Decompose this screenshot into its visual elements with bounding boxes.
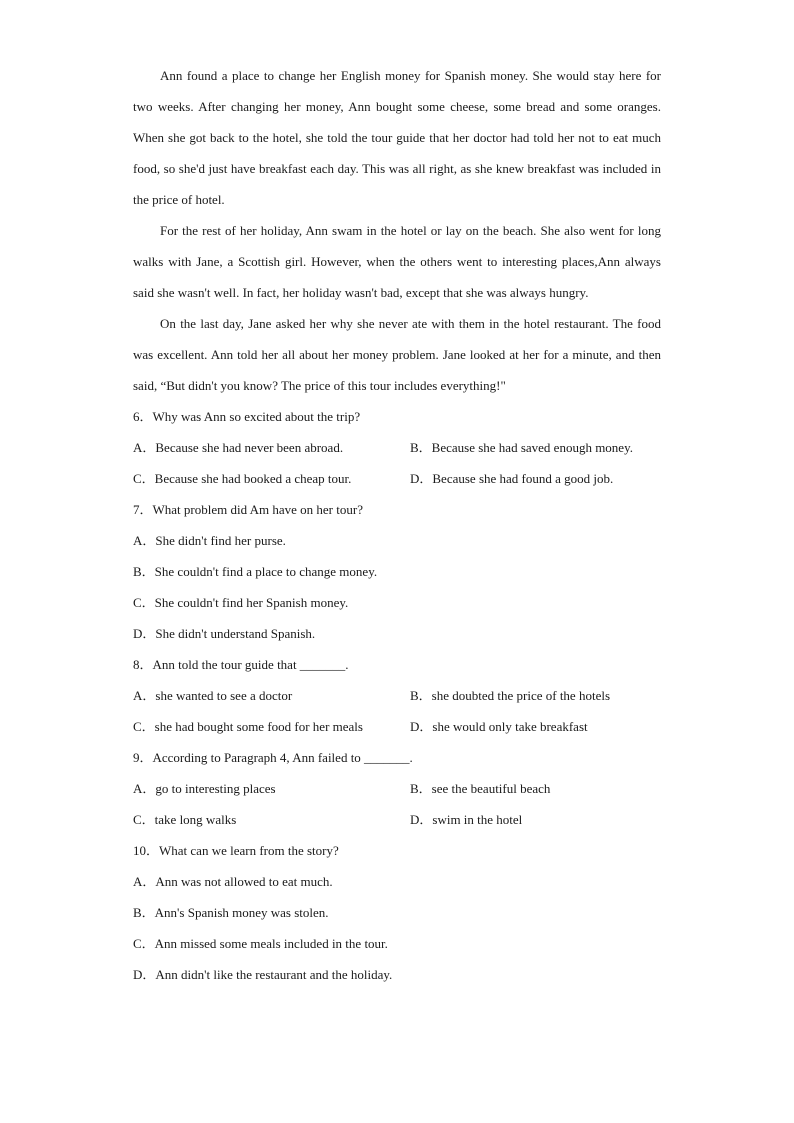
passage-paragraph: For the rest of her holiday, Ann swam in the hotel or lay on the beach. She also went for long walks with Jane, a Scottish girl. However, when the others went to interesting places,Ann always said she wasn't well. In fact, her holiday wasn't bad, except that she was always hungry. bbox=[133, 223, 661, 300]
question-9 bbox=[133, 742, 661, 835]
option-d: D．Because she had found a good job. bbox=[410, 471, 614, 486]
option-c: C．She couldn't find her Spanish money. bbox=[133, 595, 349, 610]
option-d: D．swim in the hotel bbox=[410, 812, 523, 827]
passage-paragraph: On the last day, Jane asked her why she never ate with them in the hotel restaurant. The food was excellent. Ann told her all about her money problem. Jane looked at her for a minute, and then said, “But didn't you know? The price of this tour includes everything!" bbox=[133, 316, 661, 393]
option-row bbox=[133, 432, 661, 463]
document-page bbox=[133, 60, 661, 990]
passage-paragraph: Ann found a place to change her English money for Spanish money. She would stay here for two weeks. After changing her money, Ann bought some cheese, some bread and some oranges. When she got back to the hotel, she told the tour guide that her doctor had told her not to eat much food, so she'd just have breakfast each day. This was all right, as she knew breakfast was included in the price of hotel. bbox=[133, 68, 661, 207]
option-a: A．Ann was not allowed to eat much. bbox=[133, 874, 333, 889]
option-row bbox=[133, 804, 661, 835]
option-a: A．she wanted to see a doctor bbox=[133, 688, 293, 703]
option-a: A．go to interesting places bbox=[133, 781, 276, 796]
option-d: D．she would only take breakfast bbox=[410, 719, 588, 734]
option-d: D．She didn't understand Spanish. bbox=[133, 626, 316, 641]
question-stem: 10．What can we learn from the story? bbox=[133, 843, 339, 858]
option-row bbox=[133, 773, 661, 804]
option-d: D．Ann didn't like the restaurant and the holiday. bbox=[133, 967, 393, 982]
option-b: B．she doubted the price of the hotels bbox=[410, 688, 611, 703]
option-row bbox=[133, 463, 661, 494]
question-stem: 7．What problem did Am have on her tour? bbox=[133, 502, 363, 517]
question-stem: 9．According to Paragraph 4, Ann failed to _______. bbox=[133, 750, 413, 765]
option-a: A．She didn't find her purse. bbox=[133, 533, 286, 548]
option-a: A．Because she had never been abroad. bbox=[133, 440, 344, 455]
option-c: C．Ann missed some meals included in the tour. bbox=[133, 936, 388, 951]
question-10 bbox=[133, 835, 661, 990]
option-b: B．Ann's Spanish money was stolen. bbox=[133, 905, 329, 920]
option-row bbox=[133, 680, 661, 711]
option-c: C．Because she had booked a cheap tour. bbox=[133, 471, 352, 486]
question-stem: 8．Ann told the tour guide that _______. bbox=[133, 657, 349, 672]
option-b: B．Because she had saved enough money. bbox=[410, 440, 633, 455]
question-6 bbox=[133, 401, 661, 494]
question-7 bbox=[133, 494, 661, 649]
option-row bbox=[133, 711, 661, 742]
question-stem: 6．Why was Ann so excited about the trip? bbox=[133, 409, 361, 424]
question-8 bbox=[133, 649, 661, 742]
option-c: C．she had bought some food for her meals bbox=[133, 719, 363, 734]
option-b: B．see the beautiful beach bbox=[410, 781, 551, 796]
option-b: B．She couldn't find a place to change money. bbox=[133, 564, 378, 579]
option-c: C．take long walks bbox=[133, 812, 237, 827]
